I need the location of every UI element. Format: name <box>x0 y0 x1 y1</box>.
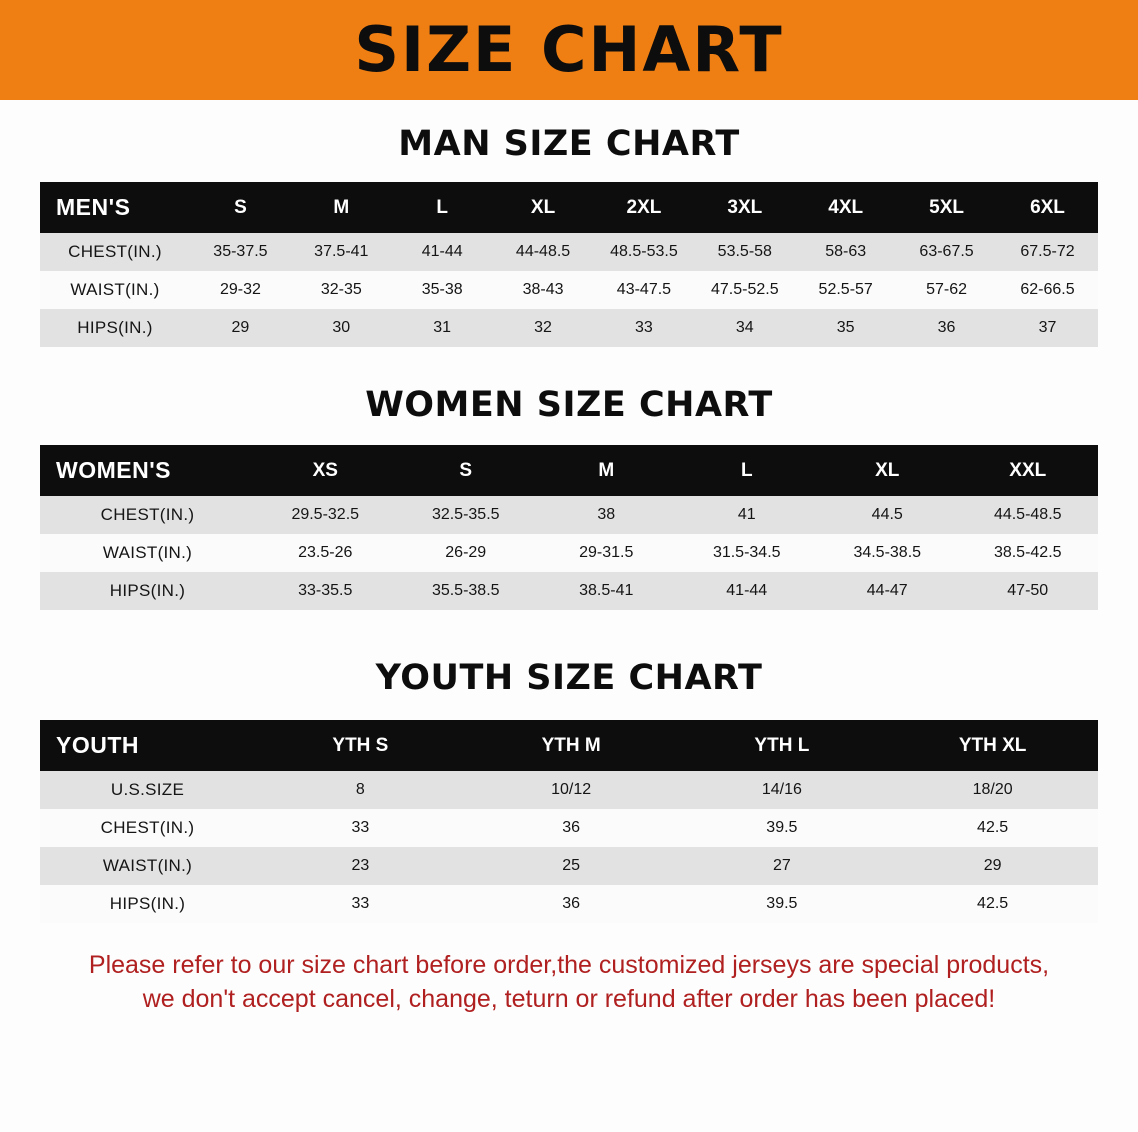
policy-notice-line-1: Please refer to our size chart before order,the customized jerseys are special products, <box>88 951 1050 979</box>
column-header: XL <box>817 445 958 496</box>
table-cell: 36 <box>466 885 677 923</box>
column-header: XXL <box>958 445 1099 496</box>
table-cell: 44.5-48.5 <box>958 496 1099 534</box>
table-cell: 38.5-42.5 <box>958 534 1099 572</box>
table-header-row <box>40 182 1098 233</box>
table-row <box>40 572 1098 610</box>
column-header: XL <box>493 182 594 233</box>
table-cell: 33-35.5 <box>255 572 396 610</box>
table-cell: 38.5-41 <box>536 572 677 610</box>
table-cell: 18/20 <box>887 771 1098 809</box>
table-cell: 32-35 <box>291 271 392 309</box>
column-header: L <box>677 445 818 496</box>
column-header: S <box>190 182 291 233</box>
row-header: HIPS(IN.) <box>40 572 255 610</box>
man-size-table <box>40 182 1098 347</box>
youth-size-table <box>40 720 1098 923</box>
table-cell: 67.5-72 <box>997 233 1098 271</box>
table-cell: 44.5 <box>817 496 958 534</box>
column-header: YTH L <box>677 720 888 771</box>
women-table-wrapper <box>40 445 1098 610</box>
table-cell: 25 <box>466 847 677 885</box>
table-cell: 32 <box>493 309 594 347</box>
table-cell: 8 <box>255 771 466 809</box>
row-header: U.S.SIZE <box>40 771 255 809</box>
row-header: WAIST(IN.) <box>40 271 190 309</box>
row-header: CHEST(IN.) <box>40 809 255 847</box>
table-cell: 39.5 <box>677 809 888 847</box>
row-header: CHEST(IN.) <box>40 233 190 271</box>
row-header: HIPS(IN.) <box>40 309 190 347</box>
table-row <box>40 771 1098 809</box>
table-cell: 48.5-53.5 <box>594 233 695 271</box>
column-header: YTH S <box>255 720 466 771</box>
column-header: 2XL <box>594 182 695 233</box>
table-row <box>40 809 1098 847</box>
column-header: 6XL <box>997 182 1098 233</box>
table-row <box>40 885 1098 923</box>
table-cell: 36 <box>896 309 997 347</box>
table-cell: 62-66.5 <box>997 271 1098 309</box>
column-header: 5XL <box>896 182 997 233</box>
table-cell: 35-38 <box>392 271 493 309</box>
table-cell: 29-31.5 <box>536 534 677 572</box>
table-cell: 32.5-35.5 <box>396 496 537 534</box>
table-row <box>40 496 1098 534</box>
table-cell: 33 <box>594 309 695 347</box>
column-header: S <box>396 445 537 496</box>
table-cell: 41 <box>677 496 818 534</box>
policy-notice-line-2: we don't accept cancel, change, teturn or refund after order has been placed! <box>142 984 996 1013</box>
table-cell: 63-67.5 <box>896 233 997 271</box>
table-cell: 52.5-57 <box>795 271 896 309</box>
table-cell: 44-47 <box>817 572 958 610</box>
column-header: M <box>291 182 392 233</box>
table-cell: 37 <box>997 309 1098 347</box>
table-cell: 35 <box>795 309 896 347</box>
table-cell: 57-62 <box>896 271 997 309</box>
table-cell: 29-32 <box>190 271 291 309</box>
table-cell: 53.5-58 <box>694 233 795 271</box>
table-cell: 29.5-32.5 <box>255 496 396 534</box>
table-header-row <box>40 720 1098 771</box>
banner <box>0 0 1138 100</box>
table-cell: 39.5 <box>677 885 888 923</box>
table-cell: 35-37.5 <box>190 233 291 271</box>
column-header: YTH XL <box>887 720 1098 771</box>
column-header: WOMEN'S <box>40 445 255 496</box>
table-cell: 31 <box>392 309 493 347</box>
row-header: WAIST(IN.) <box>40 534 255 572</box>
table-row <box>40 534 1098 572</box>
women-section-title: WOMEN SIZE CHART <box>365 385 773 425</box>
table-cell: 30 <box>291 309 392 347</box>
youth-section-title: YOUTH SIZE CHART <box>375 658 763 698</box>
column-header: 3XL <box>694 182 795 233</box>
table-cell: 47-50 <box>958 572 1099 610</box>
table-cell: 33 <box>255 885 466 923</box>
column-header: YTH M <box>466 720 677 771</box>
table-cell: 37.5-41 <box>291 233 392 271</box>
row-header: CHEST(IN.) <box>40 496 255 534</box>
table-row <box>40 271 1098 309</box>
policy-notice <box>36 949 1102 1017</box>
column-header: L <box>392 182 493 233</box>
table-cell: 26-29 <box>396 534 537 572</box>
table-cell: 36 <box>466 809 677 847</box>
table-cell: 42.5 <box>887 809 1098 847</box>
table-cell: 23.5-26 <box>255 534 396 572</box>
table-cell: 10/12 <box>466 771 677 809</box>
table-cell: 38-43 <box>493 271 594 309</box>
column-header: YOUTH <box>40 720 255 771</box>
page-title: SIZE CHART <box>354 13 784 86</box>
column-header: M <box>536 445 677 496</box>
table-cell: 44-48.5 <box>493 233 594 271</box>
column-header: 4XL <box>795 182 896 233</box>
row-header: HIPS(IN.) <box>40 885 255 923</box>
table-cell: 33 <box>255 809 466 847</box>
table-cell: 58-63 <box>795 233 896 271</box>
column-header: XS <box>255 445 396 496</box>
man-section-title: MAN SIZE CHART <box>398 124 740 164</box>
table-cell: 41-44 <box>677 572 818 610</box>
table-header-row <box>40 445 1098 496</box>
table-cell: 14/16 <box>677 771 888 809</box>
table-cell: 31.5-34.5 <box>677 534 818 572</box>
table-row <box>40 309 1098 347</box>
table-cell: 41-44 <box>392 233 493 271</box>
table-cell: 34 <box>694 309 795 347</box>
table-cell: 27 <box>677 847 888 885</box>
table-cell: 34.5-38.5 <box>817 534 958 572</box>
women-size-table <box>40 445 1098 610</box>
table-cell: 35.5-38.5 <box>396 572 537 610</box>
table-cell: 42.5 <box>887 885 1098 923</box>
table-cell: 38 <box>536 496 677 534</box>
row-header: WAIST(IN.) <box>40 847 255 885</box>
man-table-wrapper <box>40 182 1098 347</box>
table-row <box>40 233 1098 271</box>
table-cell: 23 <box>255 847 466 885</box>
table-cell: 29 <box>190 309 291 347</box>
table-cell: 47.5-52.5 <box>694 271 795 309</box>
youth-table-wrapper <box>40 720 1098 923</box>
table-cell: 29 <box>887 847 1098 885</box>
table-row <box>40 847 1098 885</box>
column-header: MEN'S <box>40 182 190 233</box>
table-cell: 43-47.5 <box>594 271 695 309</box>
